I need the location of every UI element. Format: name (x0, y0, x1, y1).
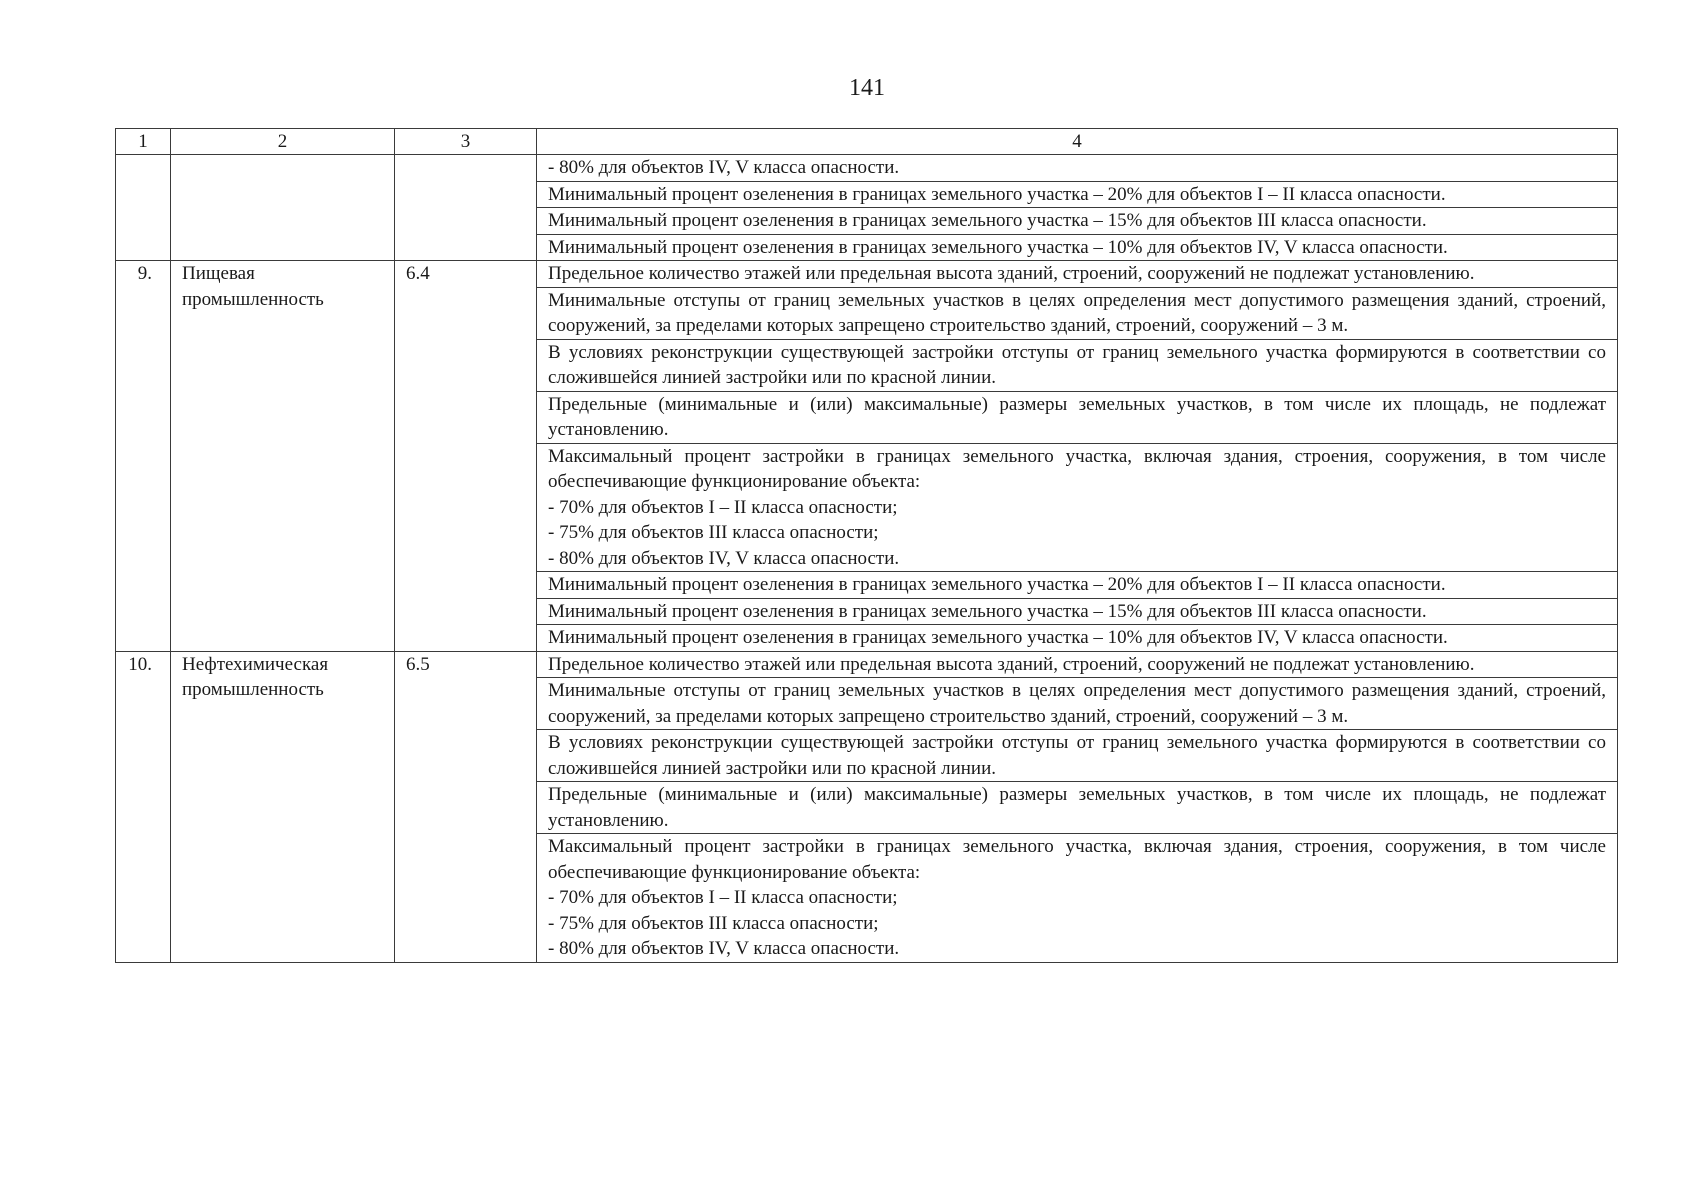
requirement-cell: Минимальный процент озеленения в границах земельного участка – 15% для объектов III класса опасности. (537, 598, 1618, 625)
header-col-1: 1 (116, 129, 171, 155)
cell-line: Максимальный процент застройки в границах земельного участка, включая здания, строения, сооружения, в том числе обеспечивающие функционирование объекта: (548, 836, 1606, 883)
use-type-code: 6.4 (395, 261, 537, 652)
requirement-cell: В условиях реконструкции существующей застройки отступы от границ земельного участка формируются в соответствии со сложившейся линией застройки или по красной линии. (537, 339, 1618, 391)
requirement-cell: В условиях реконструкции существующей застройки отступы от границ земельного участка формируются в соответствии со сложившейся линией застройки или по красной линии. (537, 730, 1618, 782)
requirement-cell: Предельное количество этажей или предельная высота зданий, строений, сооружений не подлежат установлению. (537, 651, 1618, 678)
table-row (116, 261, 1618, 288)
requirement-cell (537, 834, 1618, 963)
requirement-cell: Минимальный процент озеленения в границах земельного участка – 10% для объектов IV, V класса опасности. (537, 625, 1618, 652)
col-2-cell (171, 155, 395, 261)
cell-line: Максимальный процент застройки в границах земельного участка, включая здания, строения, сооружения, в том числе обеспечивающие функционирование объекта: (548, 445, 1606, 492)
use-type-name: Нефтехимическая промышленность (171, 651, 395, 962)
cell-line: - 75% для объектов III класса опасности; (548, 522, 879, 543)
requirement-cell: Минимальный процент озеленения в границах земельного участка – 15% для объектов III класса опасности. (537, 208, 1618, 235)
cell-line: - 80% для объектов IV, V класса опасности. (548, 547, 900, 569)
page-number: 141 (849, 75, 885, 101)
requirement-cell: Предельные (минимальные и (или) максимальные) размеры земельных участков, в том числе их площадь, не подлежат установлению. (537, 782, 1618, 834)
header-col-4: 4 (537, 129, 1618, 155)
cell-line: - 75% для объектов III класса опасности; (548, 912, 879, 934)
header-col-2: 2 (171, 129, 395, 155)
use-type-code: 6.5 (395, 651, 537, 962)
requirement-cell: Предельные (минимальные и (или) максимальные) размеры земельных участков, в том числе их площадь, не подлежат установлению. (537, 391, 1618, 443)
requirement-cell: Предельное количество этажей или предельная высота зданий, строений, сооружений не подлежат установлению. (537, 261, 1618, 288)
table-row (116, 651, 1618, 678)
table-row (116, 155, 1618, 182)
use-type-name: Пищевая промышленность (171, 261, 395, 652)
row-number: 10. (116, 651, 171, 962)
cell-line: - 70% для объектов I – II класса опасности; (548, 887, 898, 908)
col-1-cell (116, 155, 171, 261)
col-3-cell (395, 155, 537, 261)
regulations-table (115, 128, 1618, 963)
requirement-cell: Минимальный процент озеленения в границах земельного участка – 20% для объектов I – II класса опасности. (537, 572, 1618, 599)
requirement-cell: Минимальный процент озеленения в границах земельного участка – 10% для объектов IV, V класса опасности. (537, 234, 1618, 261)
requirement-cell: Минимальный процент озеленения в границах земельного участка – 20% для объектов I – II класса опасности. (537, 181, 1618, 208)
cell-line: - 80% для объектов IV, V класса опасности. (548, 938, 900, 959)
cell-line: - 70% для объектов I – II класса опасности; (548, 496, 898, 518)
table-body (116, 155, 1618, 963)
requirement-cell: Минимальные отступы от границ земельных участков в целях определения мест допустимого размещения зданий, строений, сооружений, за пределами которых запрещено строительство зданий, строений, сооружений – 3 м. (537, 678, 1618, 730)
row-number: 9. (116, 261, 171, 652)
header-row (116, 129, 1618, 155)
header-col-3: 3 (395, 129, 537, 155)
requirement-cell: Минимальные отступы от границ земельных участков в целях определения мест допустимого размещения зданий, строений, сооружений, за пределами которых запрещено строительство зданий, строений, сооружений – 3 м. (537, 287, 1618, 339)
requirement-cell: - 80% для объектов IV, V класса опасности. (537, 155, 1618, 182)
requirement-cell (537, 443, 1618, 572)
